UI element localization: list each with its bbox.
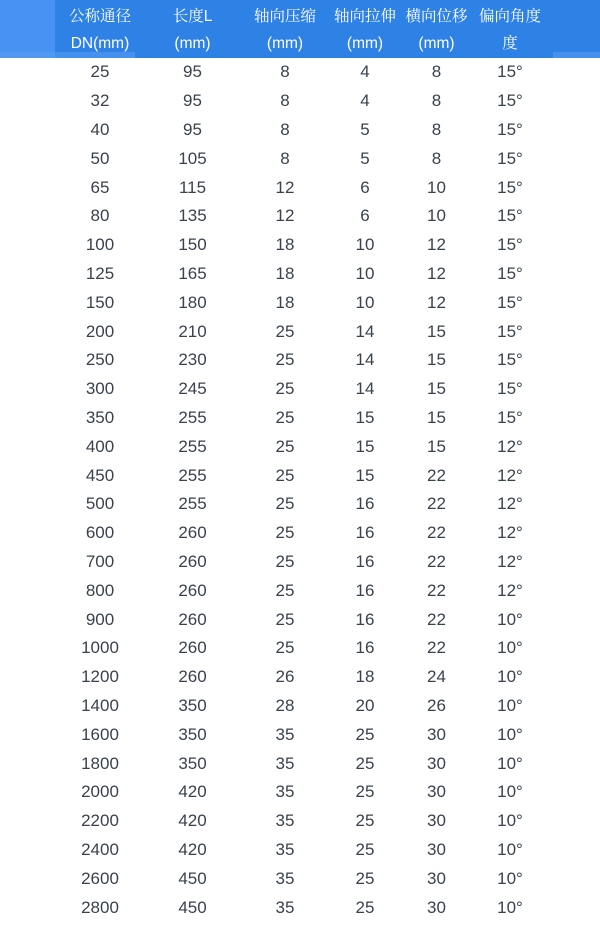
table-cell: 16 [330,548,400,577]
column-header [145,0,240,58]
table-body [0,58,600,922]
table-cell: 260 [145,605,240,634]
table-row [0,749,600,778]
row-spacer-left [0,317,55,346]
row-spacer-left [0,778,55,807]
table-cell: 6 [330,202,400,231]
table-cell: 30 [400,893,473,922]
row-spacer-left [0,663,55,692]
table-cell: 210 [145,317,240,346]
table-row [0,778,600,807]
column-header-line2: (mm) [346,35,384,52]
table-cell: 18 [240,231,330,260]
table-cell: 30 [400,807,473,836]
table-cell: 30 [400,720,473,749]
table-cell: 420 [145,836,240,865]
column-header [400,0,473,58]
table-cell: 115 [145,173,240,202]
table-cell: 25 [240,490,330,519]
table-cell: 8 [240,144,330,173]
table-cell: 15 [400,404,473,433]
table-cell: 8 [240,58,330,87]
table-row [0,864,600,893]
table-header-row [0,0,600,58]
table-cell: 12 [240,202,330,231]
table-cell: 35 [240,720,330,749]
table-cell: 10° [473,864,547,893]
table-cell: 95 [145,116,240,145]
table-cell: 22 [400,605,473,634]
table-cell: 35 [240,807,330,836]
table-cell: 18 [240,260,330,289]
table-row [0,490,600,519]
row-spacer-left [0,144,55,173]
table-cell: 10° [473,778,547,807]
table-cell: 25 [240,317,330,346]
table-row [0,116,600,145]
row-spacer-left [0,231,55,260]
table-row [0,58,600,87]
table-cell: 25 [330,807,400,836]
table-row [0,605,600,634]
table-row [0,375,600,404]
table-cell: 15° [473,144,547,173]
header-bottom-right-highlight [553,52,600,58]
table-cell: 450 [145,893,240,922]
table-cell: 15 [330,461,400,490]
table-row [0,548,600,577]
table-cell: 8 [400,116,473,145]
row-spacer-right [547,260,600,289]
row-spacer-right [547,548,600,577]
row-spacer-right [547,173,600,202]
row-spacer-right [547,231,600,260]
table-row [0,260,600,289]
table-cell: 16 [330,490,400,519]
table-row [0,87,600,116]
table-cell: 150 [145,231,240,260]
table-cell: 15 [400,375,473,404]
table-header [0,0,600,58]
table-cell: 14 [330,346,400,375]
table-cell: 15° [473,404,547,433]
table-cell: 10° [473,720,547,749]
table-cell: 22 [400,634,473,663]
table-cell: 12° [473,519,547,548]
table-cell: 800 [55,576,145,605]
table-cell: 25 [55,58,145,87]
row-spacer-right [547,720,600,749]
row-spacer-left [0,576,55,605]
table-cell: 2800 [55,893,145,922]
row-spacer-left [0,375,55,404]
table-cell: 400 [55,432,145,461]
row-spacer-right [547,144,600,173]
table-cell: 420 [145,807,240,836]
table-cell: 10° [473,605,547,634]
row-spacer-left [0,490,55,519]
row-spacer-right [547,519,600,548]
table-cell: 25 [240,461,330,490]
table-row [0,432,600,461]
row-spacer-right [547,432,600,461]
table-cell: 350 [145,692,240,721]
table-cell: 15° [473,202,547,231]
row-spacer-left [0,807,55,836]
table-row [0,346,600,375]
table-cell: 15° [473,375,547,404]
column-header-line2: 度 [502,35,518,52]
row-spacer-right [547,807,600,836]
table-cell: 1800 [55,749,145,778]
table-cell: 25 [240,404,330,433]
table-cell: 22 [400,461,473,490]
table-cell: 2600 [55,864,145,893]
table-cell: 10° [473,634,547,663]
header-spacer-right [547,0,600,58]
table-cell: 30 [400,836,473,865]
row-spacer-right [547,202,600,231]
table-cell: 22 [400,576,473,605]
table-cell: 16 [330,605,400,634]
table-row [0,404,600,433]
table-cell: 95 [145,58,240,87]
table-cell: 10° [473,893,547,922]
table-cell: 15 [400,346,473,375]
row-spacer-left [0,548,55,577]
table-cell: 15° [473,346,547,375]
table-cell: 28 [240,692,330,721]
table-cell: 22 [400,548,473,577]
table-cell: 4 [330,87,400,116]
table-row [0,576,600,605]
table-cell: 10 [400,173,473,202]
table-cell: 10 [330,231,400,260]
table-cell: 16 [330,576,400,605]
row-spacer-right [547,605,600,634]
table-cell: 35 [240,778,330,807]
table-cell: 260 [145,634,240,663]
table-cell: 260 [145,519,240,548]
column-header-line1: 轴向压缩 [253,8,316,25]
table-cell: 150 [55,288,145,317]
row-spacer-left [0,432,55,461]
row-spacer-left [0,202,55,231]
table-cell: 8 [400,58,473,87]
table-cell: 26 [400,692,473,721]
row-spacer-right [547,864,600,893]
row-spacer-left [0,346,55,375]
table-row [0,720,600,749]
column-header [240,0,330,58]
table-cell: 260 [145,548,240,577]
table-cell: 1200 [55,663,145,692]
table-cell: 5 [330,116,400,145]
table-cell: 14 [330,375,400,404]
row-spacer-right [547,663,600,692]
table-cell: 6 [330,173,400,202]
table-cell: 30 [400,749,473,778]
table-cell: 350 [145,720,240,749]
table-cell: 32 [55,87,145,116]
row-spacer-right [547,836,600,865]
table-cell: 12 [400,231,473,260]
table-cell: 450 [145,864,240,893]
table-cell: 2200 [55,807,145,836]
table-cell: 2000 [55,778,145,807]
table-row [0,202,600,231]
row-spacer-right [547,461,600,490]
row-spacer-left [0,864,55,893]
row-spacer-right [547,749,600,778]
table-cell: 18 [330,663,400,692]
table-cell: 25 [240,432,330,461]
table-cell: 10° [473,749,547,778]
column-header-line1: 轴向拉伸 [333,8,396,25]
table-cell: 80 [55,202,145,231]
row-spacer-left [0,288,55,317]
table-cell: 25 [240,634,330,663]
row-spacer-right [547,634,600,663]
table-cell: 15 [330,432,400,461]
row-spacer-left [0,173,55,202]
table-cell: 22 [400,490,473,519]
table-cell: 255 [145,490,240,519]
column-header-line2: (mm) [418,35,455,52]
row-spacer-left [0,634,55,663]
table-cell: 30 [400,778,473,807]
table-cell: 25 [240,519,330,548]
table-cell: 14 [330,317,400,346]
table-cell: 10° [473,836,547,865]
row-spacer-right [547,58,600,87]
table-cell: 5 [330,144,400,173]
table-cell: 12° [473,432,547,461]
table-cell: 18 [240,288,330,317]
row-spacer-right [547,116,600,145]
table-cell: 600 [55,519,145,548]
table-cell: 25 [330,749,400,778]
column-header [55,0,145,58]
table-cell: 30 [400,864,473,893]
row-spacer-left [0,605,55,634]
table-cell: 900 [55,605,145,634]
table-cell: 700 [55,548,145,577]
row-spacer-left [0,519,55,548]
table-cell: 25 [330,836,400,865]
table-cell: 12° [473,461,547,490]
table-cell: 2400 [55,836,145,865]
table-cell: 25 [330,864,400,893]
table-cell: 245 [145,375,240,404]
row-spacer-left [0,836,55,865]
row-spacer-right [547,375,600,404]
table-cell: 10° [473,692,547,721]
table-cell: 10 [400,202,473,231]
row-spacer-left [0,893,55,922]
table-cell: 300 [55,375,145,404]
table-cell: 35 [240,864,330,893]
table-cell: 26 [240,663,330,692]
table-row [0,692,600,721]
table-cell: 1000 [55,634,145,663]
table-cell: 255 [145,432,240,461]
table-cell: 25 [240,576,330,605]
row-spacer-right [547,346,600,375]
header-bottom-left-highlight [0,52,135,58]
table-cell: 10 [330,288,400,317]
column-header-line2: DN(mm) [70,35,130,52]
table-cell: 8 [400,144,473,173]
row-spacer-left [0,692,55,721]
table-cell: 230 [145,346,240,375]
table-row [0,836,600,865]
table-cell: 4 [330,58,400,87]
table-cell: 180 [145,288,240,317]
table-cell: 35 [240,836,330,865]
table-cell: 25 [240,375,330,404]
table-row [0,144,600,173]
table-cell: 15° [473,173,547,202]
table-row [0,231,600,260]
table-cell: 35 [240,893,330,922]
row-spacer-left [0,720,55,749]
column-header [473,0,547,58]
row-spacer-left [0,404,55,433]
table-cell: 165 [145,260,240,289]
table-cell: 1400 [55,692,145,721]
table-row [0,173,600,202]
table-row [0,893,600,922]
row-spacer-right [547,317,600,346]
table-cell: 15° [473,288,547,317]
table-cell: 40 [55,116,145,145]
table-cell: 16 [330,634,400,663]
row-spacer-right [547,692,600,721]
table-cell: 12° [473,548,547,577]
table-cell: 15 [330,404,400,433]
table-cell: 10° [473,807,547,836]
table-cell: 10° [473,663,547,692]
row-spacer-left [0,260,55,289]
table-cell: 8 [240,116,330,145]
table-cell: 12 [400,288,473,317]
row-spacer-right [547,404,600,433]
column-header-line1: 偏向角度 [478,8,541,25]
row-spacer-left [0,749,55,778]
table-cell: 450 [55,461,145,490]
table-cell: 250 [55,346,145,375]
row-spacer-left [0,461,55,490]
table-cell: 15 [400,317,473,346]
table-cell: 22 [400,519,473,548]
table-cell: 15° [473,231,547,260]
table-cell: 15° [473,317,547,346]
table-row [0,461,600,490]
table-cell: 8 [240,87,330,116]
table-cell: 25 [240,605,330,634]
table-cell: 15° [473,58,547,87]
table-row [0,519,600,548]
table-row [0,288,600,317]
table-cell: 15° [473,260,547,289]
table-cell: 100 [55,231,145,260]
table-cell: 24 [400,663,473,692]
table-row [0,317,600,346]
table-cell: 12 [400,260,473,289]
table-cell: 8 [400,87,473,116]
table-cell: 15° [473,116,547,145]
column-header-line1: 长度L [172,8,213,25]
column-header-line1: 横向位移 [405,8,468,25]
table-cell: 20 [330,692,400,721]
table-cell: 16 [330,519,400,548]
table-cell: 10 [330,260,400,289]
table-cell: 95 [145,87,240,116]
table-cell: 200 [55,317,145,346]
table-cell: 105 [145,144,240,173]
table-cell: 12 [240,173,330,202]
table-cell: 25 [330,720,400,749]
table-cell: 350 [55,404,145,433]
table-cell: 1600 [55,720,145,749]
table-cell: 12° [473,576,547,605]
table-row [0,807,600,836]
row-spacer-left [0,116,55,145]
row-spacer-right [547,778,600,807]
table-cell: 25 [330,893,400,922]
row-spacer-right [547,87,600,116]
row-spacer-left [0,58,55,87]
table-cell: 15° [473,87,547,116]
row-spacer-left [0,87,55,116]
table-cell: 15 [400,432,473,461]
table-cell: 25 [240,346,330,375]
table-cell: 260 [145,663,240,692]
row-spacer-right [547,288,600,317]
table-cell: 35 [240,749,330,778]
header-spacer-left [0,0,55,58]
table-cell: 65 [55,173,145,202]
table-row [0,634,600,663]
table-cell: 135 [145,202,240,231]
table-cell: 25 [240,548,330,577]
table-cell: 125 [55,260,145,289]
table-cell: 420 [145,778,240,807]
column-header [330,0,400,58]
table-cell: 255 [145,404,240,433]
table-cell: 260 [145,576,240,605]
row-spacer-right [547,490,600,519]
column-header-line2: (mm) [266,35,304,52]
row-spacer-right [547,576,600,605]
table-row [0,663,600,692]
column-header-line2: (mm) [174,35,211,52]
column-header-line1: 公称通径 [68,8,131,25]
table-cell: 25 [330,778,400,807]
table-cell: 500 [55,490,145,519]
table-cell: 12° [473,490,547,519]
row-spacer-right [547,893,600,922]
table-cell: 50 [55,144,145,173]
table-cell: 255 [145,461,240,490]
table-cell: 350 [145,749,240,778]
